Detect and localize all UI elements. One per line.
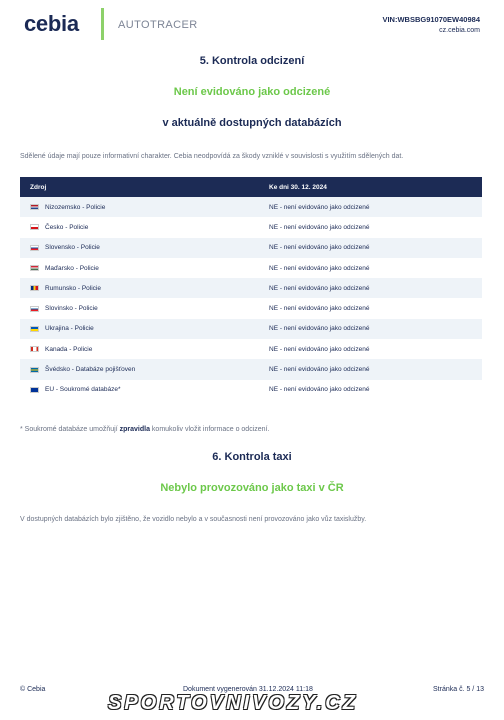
footer-generated: Dokument vygenerován 31.12.2024 11:18 [183, 686, 313, 693]
section-5-title: 5. Kontrola odcizení [199, 55, 305, 67]
source-label: Kanada - Policie [45, 345, 93, 353]
table-row [20, 319, 482, 339]
source-label: Švédsko - Databáze pojišťoven [45, 366, 136, 374]
vin-label: VIN:WBSBG91070EW40984 [382, 15, 480, 24]
taxi-note: V dostupných databázích bylo zjištěno, že vozidlo nebylo a v současnosti není provozováno jako vůz taxislužby. [20, 516, 367, 523]
status-cell: NE - není evidováno jako odcizené [269, 203, 370, 211]
table-row [20, 339, 482, 359]
source-cell [20, 285, 269, 292]
table-row [20, 380, 482, 400]
theft-database-table [20, 177, 482, 400]
disclaimer: Sdělené údaje mají pouze informativní charakter. Cebia neodpovídá za škody vzniklé v souvislosti s využitím sdělených dat. [20, 153, 404, 160]
flag-nl-icon [30, 204, 39, 210]
page-header [0, 0, 504, 48]
source-label: Rumunsko - Policie [45, 284, 101, 292]
column-header-source: Zdroj [30, 183, 47, 191]
flag-hu-icon [30, 265, 39, 271]
status-cell: NE - není evidováno jako odcizené [269, 325, 370, 333]
status-cell: NE - není evidováno jako odcizené [269, 386, 370, 394]
status-cell: NE - není evidováno jako odcizené [269, 345, 370, 353]
flag-se-icon [30, 367, 39, 373]
watermark: SPORTOVNIVOZY.CZ [108, 692, 358, 714]
table-row [20, 217, 482, 237]
status-cell: NE - není evidováno jako odcizené [269, 244, 370, 252]
status-cell: NE - není evidováno jako odcizené [269, 366, 370, 374]
taxi-status: Nebylo provozováno jako taxi v ČR [160, 482, 344, 494]
source-cell [20, 204, 269, 211]
theft-status: Není evidováno jako odcizené [173, 86, 331, 98]
source-cell [20, 346, 269, 353]
status-cell: NE - není evidováno jako odcizené [269, 284, 370, 292]
table-body [20, 197, 482, 400]
flag-eu-icon [30, 387, 39, 393]
source-cell [20, 244, 269, 251]
source-cell [20, 366, 269, 373]
section-6-title: 6. Kontrola taxi [212, 451, 292, 463]
source-cell [20, 265, 269, 272]
status-cell: NE - není evidováno jako odcizené [269, 264, 370, 272]
table-header [20, 177, 482, 197]
source-cell [20, 305, 269, 312]
source-label: Česko - Policie [45, 223, 89, 231]
footnote: * Soukromé databáze umožňují zpravidla komukoliv vložit informace o odcizení. [20, 426, 270, 433]
table-row [20, 298, 482, 318]
product-name: AUTOTRACER [118, 19, 198, 31]
source-label: Maďarsko - Policie [45, 264, 99, 272]
flag-sk-icon [30, 245, 39, 251]
table-row [20, 197, 482, 217]
source-label: Nizozemsko - Policie [45, 203, 106, 211]
flag-cz-icon [30, 224, 39, 230]
source-cell [20, 325, 269, 332]
cebia-logo: cebia [24, 11, 79, 36]
status-cell: NE - není evidováno jako odcizené [269, 223, 370, 231]
table-row [20, 258, 482, 278]
column-header-date: Ke dni 30. 12. 2024 [269, 183, 327, 191]
table-row [20, 238, 482, 258]
source-cell [20, 224, 269, 231]
table-row [20, 278, 482, 298]
table-row [20, 359, 482, 379]
footer-page-number: Stránka č. 5 / 13 [433, 686, 484, 693]
flag-ro-icon [30, 285, 39, 291]
source-label: Ukrajina - Policie [45, 325, 94, 333]
flag-ca-icon [30, 346, 39, 352]
footer-copyright: © Cebia [20, 686, 46, 693]
logo-divider [101, 8, 104, 40]
source-cell [20, 386, 269, 393]
source-label: EU - Soukromé databáze* [45, 386, 121, 394]
source-label: Slovensko - Policie [45, 244, 100, 252]
status-cell: NE - není evidováno jako odcizené [269, 305, 370, 313]
flag-si-icon [30, 306, 39, 312]
flag-ua-icon [30, 326, 39, 332]
source-label: Slovinsko - Policie [45, 305, 98, 313]
section-5-subtitle: v aktuálně dostupných databázích [162, 117, 342, 129]
site-link[interactable]: cz.cebia.com [439, 27, 480, 34]
